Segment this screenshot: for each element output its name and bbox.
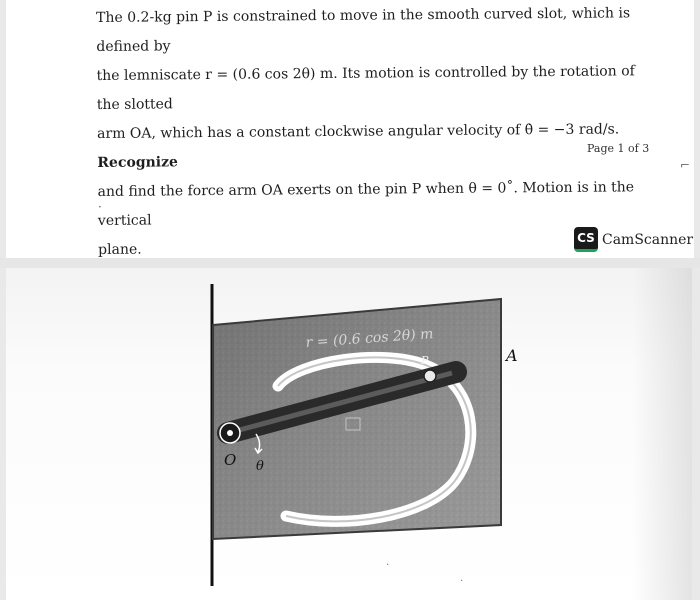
label-P: P (421, 354, 429, 367)
pivot-center (227, 430, 233, 436)
camscanner-name: CamScanner (602, 231, 694, 248)
page-number: Page 1 of 3 (587, 142, 650, 155)
scan-speck: · (460, 576, 464, 587)
mechanism-figure (6, 268, 692, 600)
scan-speck: · (386, 560, 390, 571)
camscanner-watermark (574, 227, 693, 252)
pin-P (424, 370, 436, 382)
problem-line: plane. (98, 241, 142, 258)
label-theta: θ (256, 459, 264, 474)
scan-speck: ⌐ (680, 158, 691, 172)
label-A: A (506, 346, 518, 365)
label-O: O (224, 451, 237, 469)
problem-line: and find the force arm OA exerts on the pin P when θ = 0˚. Motion is in the vertical (97, 179, 635, 229)
problem-line: the lemniscate r = (0.6 cos 2θ) m. Its motion is controlled by the rotation of the slotted (96, 63, 635, 113)
scanned-page-1 (6, 0, 694, 258)
problem-statement (96, 0, 643, 265)
equation-label: r = (0.6 cos 2θ) m (305, 326, 434, 351)
scan-speck: · (98, 200, 102, 214)
problem-line (97, 115, 642, 178)
page-separator (0, 258, 700, 268)
emphasis-word: Recognize (97, 154, 179, 171)
problem-line: The 0.2-kg pin P is constrained to move in the smooth curved slot, which is defined by (96, 5, 631, 55)
problem-line-text: arm OA, which has a constant clockwise angular velocity of θ̇ = −3 rad/s. (97, 121, 620, 142)
camscanner-logo: CS (574, 227, 598, 252)
scanned-page-2 (6, 268, 692, 600)
